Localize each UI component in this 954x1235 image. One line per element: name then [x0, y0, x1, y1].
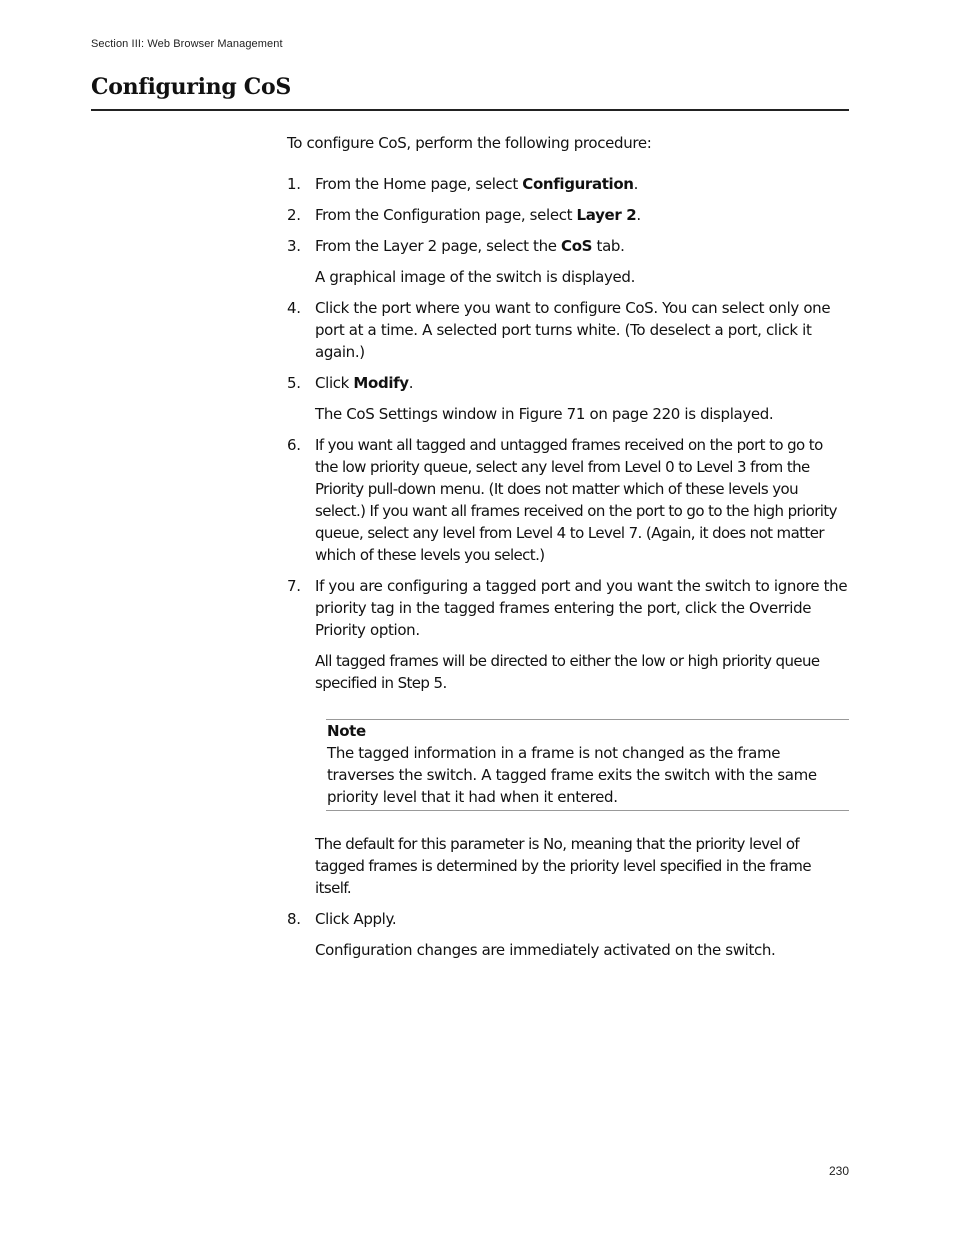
step-text [315, 372, 849, 394]
ui-term-layer2: Layer 2 [576, 206, 637, 224]
step-number: 5. [287, 374, 301, 392]
ui-term-modify: Modify [353, 374, 409, 392]
step-text-part: Click [315, 374, 354, 392]
step-7 [287, 575, 849, 899]
page-title: Configuring CoS [91, 74, 291, 100]
ui-term-configuration: Configuration [522, 175, 634, 193]
step-number: 1. [287, 175, 301, 193]
step-number: 8. [287, 910, 301, 928]
step-result: All tagged frames will be directed to either the low or high priority queue specified in Step 5. [315, 652, 820, 692]
intro-text: To configure CoS, perform the following procedure: [287, 134, 652, 152]
step-4 [287, 297, 849, 363]
step-text-part: . [636, 206, 641, 224]
step-3 [287, 235, 849, 288]
step-1 [287, 173, 849, 195]
step-text [315, 235, 849, 257]
step-text-part: From the Home page, select [315, 175, 523, 193]
running-header: Section III: Web Browser Management [91, 38, 283, 50]
step-5 [287, 372, 849, 425]
step-text-part: . [408, 374, 414, 392]
note-box [326, 719, 849, 811]
page-number: 230 [829, 1164, 850, 1178]
step-number: 6. [287, 436, 301, 454]
step-6 [287, 434, 849, 566]
note-text: The tagged information in a frame is not changed as the frame traverses the switch. A tagged frame exits the switch with the same priority level that it had when it entered. [327, 744, 817, 806]
step-number: 4. [287, 299, 301, 317]
step-text: Click Apply. [315, 910, 397, 928]
step-result: A graphical image of the switch is displayed. [315, 268, 636, 286]
step-2 [287, 204, 849, 226]
step-text: If you are configuring a tagged port and you want the switch to ignore the priority tag in the tagged frames entering the port, click the Override Priority option. [315, 577, 848, 639]
main-content [287, 132, 849, 961]
note-heading: Note [327, 722, 366, 740]
procedure-steps [287, 173, 849, 961]
step-text-part: From the Layer 2 page, select the [315, 237, 562, 255]
title-rule [91, 109, 849, 111]
step-detail: The default for this parameter is No, meaning that the priority level of tagged frames is determined by the priority level specified in the frame itself. [315, 835, 811, 897]
step-text-part: From the Configuration page, select [315, 206, 577, 224]
step-text: Click the port where you want to configure CoS. You can select only one port at a time. A selected port turns white. (To deselect a port, click it again.) [315, 299, 831, 361]
ui-term-cos: CoS [561, 237, 593, 255]
step-text-part: tab. [592, 237, 625, 255]
step-result: Configuration changes are immediately activated on the switch. [315, 941, 776, 959]
step-number: 2. [287, 206, 301, 224]
step-text: If you want all tagged and untagged frames received on the port to go to the low priority queue, select any level from Level 0 to Level 3 from the Priority pull-down menu. (It does not matter which of these levels you select.) If you want all frames received on the port to go to the high priority queue, select any level from Level 4 to Level 7. (Again, it does not matter which of these levels you select.) [315, 436, 837, 564]
step-number: 7. [287, 577, 301, 595]
step-number: 3. [287, 237, 301, 255]
step-text [315, 173, 849, 195]
step-8 [287, 908, 849, 961]
step-text-part: . [633, 175, 639, 193]
step-text [315, 204, 849, 226]
step-result: The CoS Settings window in Figure 71 on page 220 is displayed. [315, 405, 774, 423]
